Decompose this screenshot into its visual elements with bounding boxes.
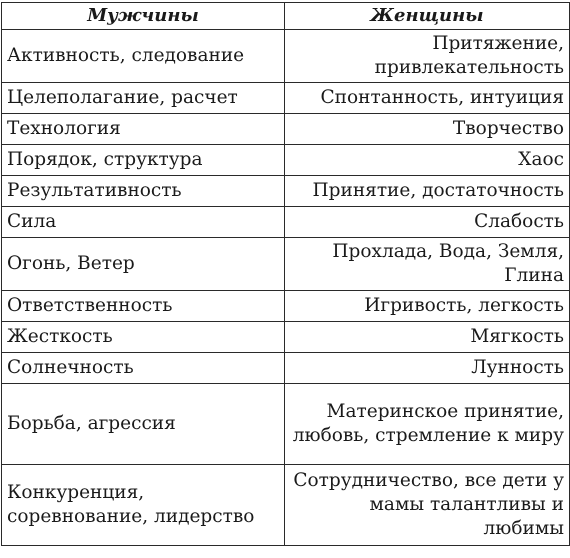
header-women: Женщины <box>285 3 570 30</box>
cell-men: Солнечность <box>2 353 285 384</box>
cell-men: Результативность <box>2 176 285 207</box>
table-body <box>2 30 570 546</box>
table-row <box>2 322 570 353</box>
cell-women: Материнское принятие, любовь, стремление к миру <box>285 384 570 465</box>
cell-men: Конкуренция, соревнование, лидерство <box>2 465 285 546</box>
cell-men: Порядок, структура <box>2 145 285 176</box>
table-header <box>2 3 570 30</box>
table-row <box>2 114 570 145</box>
table-row <box>2 176 570 207</box>
cell-men: Активность, следование <box>2 30 285 83</box>
cell-women: Принятие, достаточность <box>285 176 570 207</box>
cell-women: Творчество <box>285 114 570 145</box>
header-row <box>2 3 570 30</box>
cell-women: Хаос <box>285 145 570 176</box>
cell-men: Борьба, агрессия <box>2 384 285 465</box>
table-row <box>2 291 570 322</box>
table-row <box>2 145 570 176</box>
cell-women: Лунность <box>285 353 570 384</box>
table-row <box>2 353 570 384</box>
cell-men: Целеполагание, расчет <box>2 83 285 114</box>
cell-women: Слабость <box>285 207 570 238</box>
cell-men: Огонь, Ветер <box>2 238 285 291</box>
cell-women: Мягкость <box>285 322 570 353</box>
table-row <box>2 384 570 465</box>
cell-women: Прохлада, Вода, Земля, Глина <box>285 238 570 291</box>
table-row <box>2 238 570 291</box>
table-row <box>2 83 570 114</box>
cell-men: Сила <box>2 207 285 238</box>
cell-men: Жесткость <box>2 322 285 353</box>
cell-women: Сотрудничество, все дети у мамы талантливы и любимы <box>285 465 570 546</box>
cell-women: Спонтанность, интуиция <box>285 83 570 114</box>
cell-men: Технология <box>2 114 285 145</box>
cell-women: Игривость, легкость <box>285 291 570 322</box>
cell-men: Ответственность <box>2 291 285 322</box>
table-row <box>2 30 570 83</box>
header-men: Мужчины <box>2 3 285 30</box>
comparison-table <box>1 2 570 546</box>
table-row <box>2 207 570 238</box>
cell-women: Притяжение, привлекательность <box>285 30 570 83</box>
table-row <box>2 465 570 546</box>
